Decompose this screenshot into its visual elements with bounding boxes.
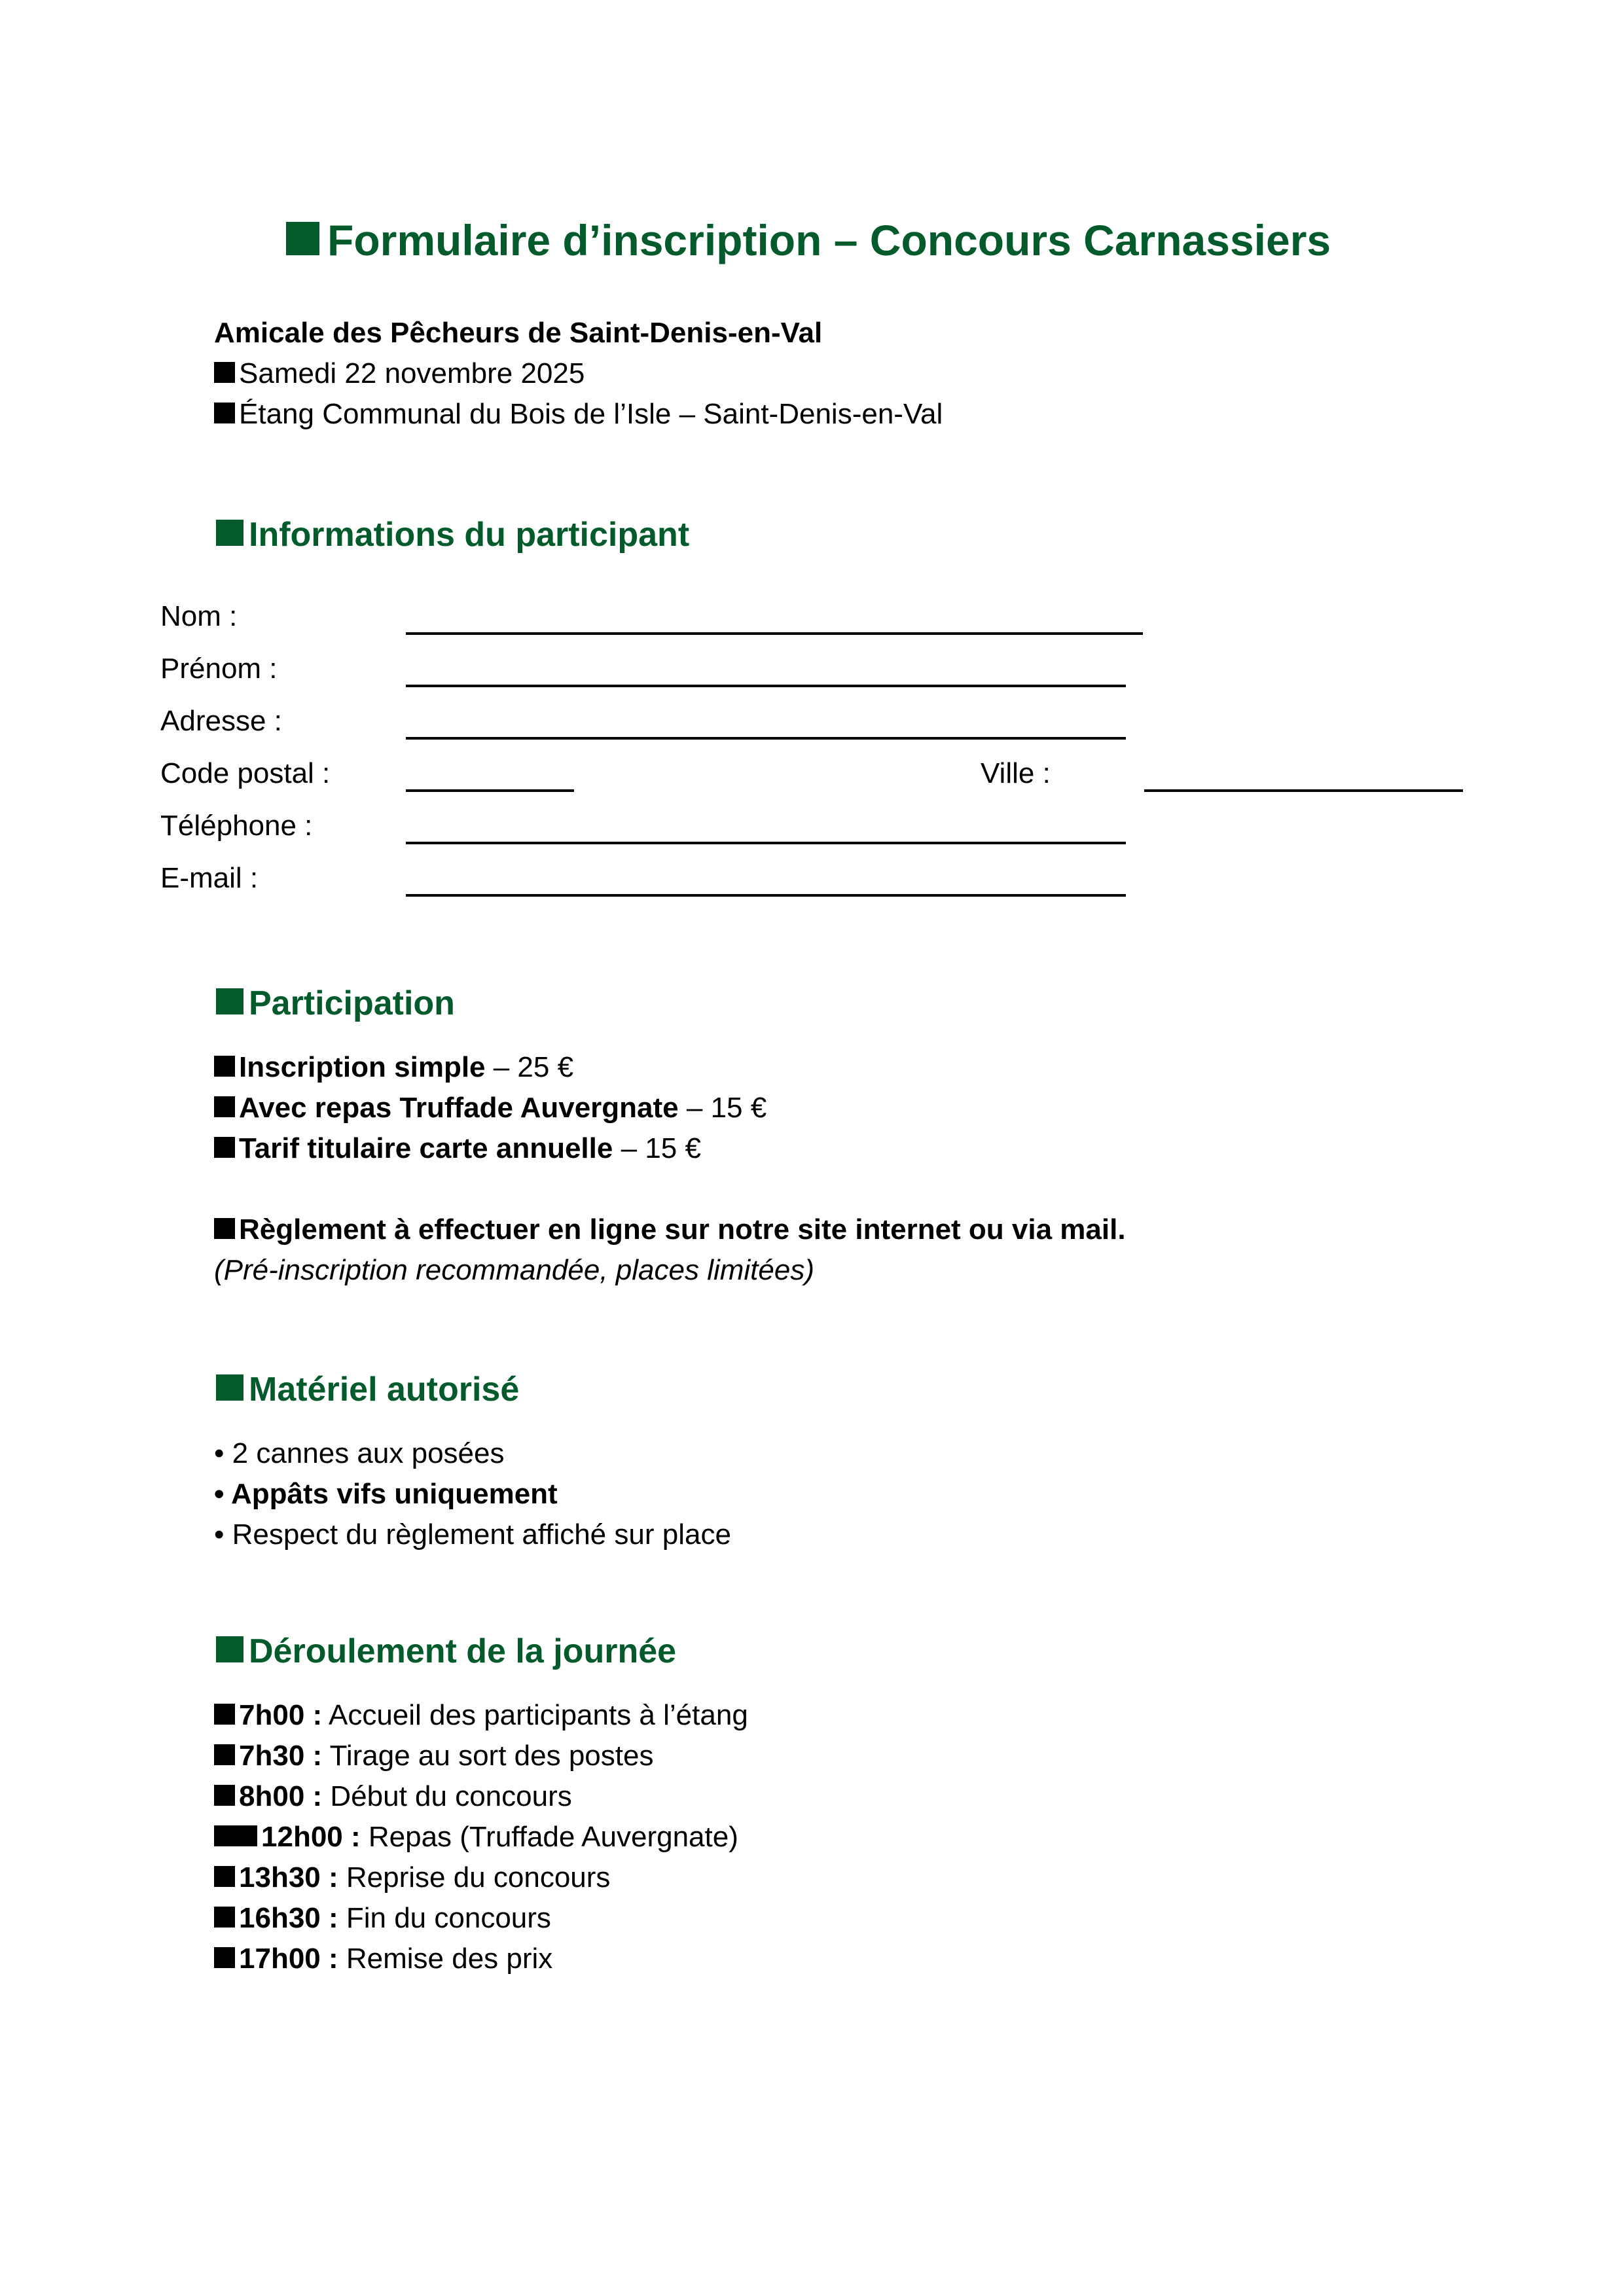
event-date: Samedi 22 novembre 2025 [214, 353, 585, 394]
schedule-item: 17h00 : Remise des prix [214, 1939, 552, 1979]
section-heading-participant: Informations du participant [216, 512, 689, 558]
participation-option: Inscription simple – 25 € [214, 1047, 573, 1088]
schedule-item: 13h30 : Reprise du concours [214, 1857, 610, 1898]
black-square-icon [214, 1744, 235, 1765]
section-heading-participation: Participation [216, 980, 455, 1026]
black-square-icon [214, 1096, 235, 1117]
schedule-item: 7h00 : Accueil des participants à l’étang [214, 1695, 748, 1736]
label-nom: Nom : [160, 600, 238, 632]
black-square-icon [214, 1785, 235, 1806]
field-nom[interactable] [406, 632, 1143, 635]
field-ville[interactable] [1144, 789, 1463, 792]
page-title [286, 211, 1331, 270]
participation-option: Avec repas Truffade Auvergnate – 15 € [214, 1088, 767, 1128]
field-email[interactable] [406, 894, 1126, 897]
label-code-postal: Code postal : [160, 757, 331, 789]
label-email: E-mail : [160, 862, 259, 894]
equipment-item: • 2 cannes aux posées [214, 1437, 505, 1469]
field-telephone[interactable] [406, 842, 1126, 844]
black-square-icon [214, 1907, 235, 1928]
green-square-icon [216, 1636, 244, 1662]
black-square-icon [214, 1947, 235, 1968]
equipment-item: • Respect du règlement affiché sur place [214, 1518, 731, 1551]
label-telephone: Téléphone : [160, 810, 313, 842]
black-square-icon [214, 1056, 235, 1077]
green-square-icon [216, 1374, 244, 1401]
black-square-icon [214, 1704, 235, 1725]
schedule-item: 7h30 : Tirage au sort des postes [214, 1736, 653, 1776]
black-square-icon [214, 1866, 235, 1887]
black-square-icon [214, 403, 235, 423]
black-square-icon [214, 1218, 235, 1239]
black-square-icon [214, 362, 235, 383]
schedule-item: 8h00 : Début du concours [214, 1776, 572, 1817]
green-square-icon [286, 222, 319, 255]
preregistration-note: (Pré-inscription recommandée, places limitées) [214, 1254, 814, 1286]
section-heading-equipment: Matériel autorisé [216, 1367, 519, 1412]
organization-name: Amicale des Pêcheurs de Saint-Denis-en-Val [214, 317, 823, 349]
label-prenom: Prénom : [160, 653, 278, 685]
participation-option: Tarif titulaire carte annuelle – 15 € [214, 1128, 701, 1169]
black-square-icon [214, 1137, 235, 1158]
schedule-item: 16h30 : Fin du concours [214, 1898, 551, 1939]
label-adresse: Adresse : [160, 705, 282, 737]
payment-note: Règlement à effectuer en ligne sur notre site internet ou via mail. [214, 1210, 1126, 1250]
field-prenom[interactable] [406, 685, 1126, 687]
equipment-item: • Appâts vifs uniquement [214, 1478, 558, 1510]
page-title-text: Formulaire d’inscription – Concours Carnassiers [327, 216, 1331, 264]
event-location: Étang Communal du Bois de l’Isle – Saint-Denis-en-Val [214, 394, 943, 435]
section-heading-schedule: Déroulement de la journée [216, 1628, 676, 1674]
schedule-item: 12h00 : Repas (Truffade Auvergnate) [214, 1817, 738, 1857]
green-square-icon [216, 520, 244, 546]
black-square-icon [214, 1825, 257, 1846]
field-code-postal[interactable] [406, 789, 574, 792]
field-adresse[interactable] [406, 737, 1126, 740]
label-ville: Ville : [981, 757, 1051, 789]
green-square-icon [216, 988, 244, 1014]
